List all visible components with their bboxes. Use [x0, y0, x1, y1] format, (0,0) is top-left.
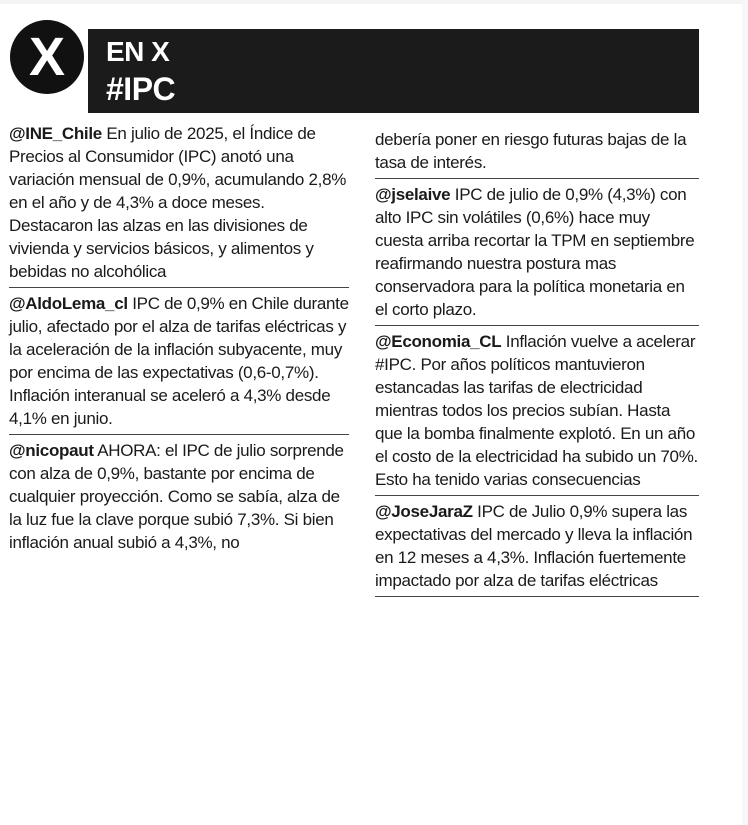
post-handle[interactable]: @JoseJaraZ [375, 502, 473, 521]
post-nicopaut [9, 439, 349, 558]
post-handle[interactable]: @nicopaut [9, 441, 94, 460]
post-text: AHORA: el IPC de julio sorprende con alza de 0,9%, bastante por encima de cualquier proyección. Como se sabía, alza de la luz fue la clave porque subió 7,3%. Si bien inflación anual subió a 4,3%, no [9, 441, 344, 552]
post-text: IPC de julio de 0,9% (4,3%) con alto IPC sin volátiles (0,6%) hace muy cuesta arriba recortar la TPM en septiembre reafirmando nuestra postura mas conservadora para la política monetaria en el corto plazo. [375, 185, 695, 319]
post-economia-cl [375, 330, 699, 496]
post-continuation-text: debería poner en riesgo futuras bajas de la tasa de interés. [375, 130, 687, 172]
section-title: EN X [106, 36, 170, 67]
section-hashtag: #IPC [106, 71, 176, 107]
post-aldolema [9, 292, 349, 435]
post-josejaraz [375, 500, 699, 597]
post-nicopaut-continued [375, 128, 699, 179]
right-column [375, 128, 699, 597]
post-text: En julio de 2025, el Índice de Precios al Consumidor (IPC) anotó una variación mensual de 0,9%, acumulando 2,8% en el año y de 4,3% a doce meses. Destacaron las alzas en las divisiones de vivienda y servicios básicos, y alimentos y bebidas no alcohólica [9, 124, 347, 281]
post-ine-chile [9, 122, 349, 288]
post-text: IPC de Julio 0,9% supera las expectativas del mercado y lleva la inflación en 12 meses a 4,3%. Inflación fuertemente impactado por alza de tarifas eléctricas [375, 502, 693, 590]
top-edge [0, 0, 748, 4]
post-text: IPC de 0,9% en Chile durante julio, afectado por el alza de tarifas eléctricas y la aceleración de la inflación subyacente, muy por encima de las expectativas (0,6-0,7%). Inflación interanual se aceleró a 4,3% desde 4,1% en junio. [9, 294, 349, 428]
post-text: Inflación vuelve a acelerar #IPC. Por años políticos mantuvieron estancadas las tarifas de electricidad mientras todos los precios subían. Hasta que la bomba finalmente explotó. En un año el costo de la electricidad ha subido un 70%. Esto ha tenido varias consecuencias [375, 332, 698, 489]
post-handle[interactable]: @jselaive [375, 185, 451, 204]
left-column [9, 122, 349, 562]
post-handle[interactable]: @INE_Chile [9, 124, 102, 143]
x-logo-letter: X [28, 27, 66, 87]
section-banner [88, 29, 699, 113]
post-handle[interactable]: @Economia_CL [375, 332, 502, 351]
right-edge [742, 0, 748, 825]
x-logo-icon [10, 20, 84, 94]
post-handle[interactable]: @AldoLema_cl [9, 294, 128, 313]
post-jselaive [375, 183, 699, 326]
